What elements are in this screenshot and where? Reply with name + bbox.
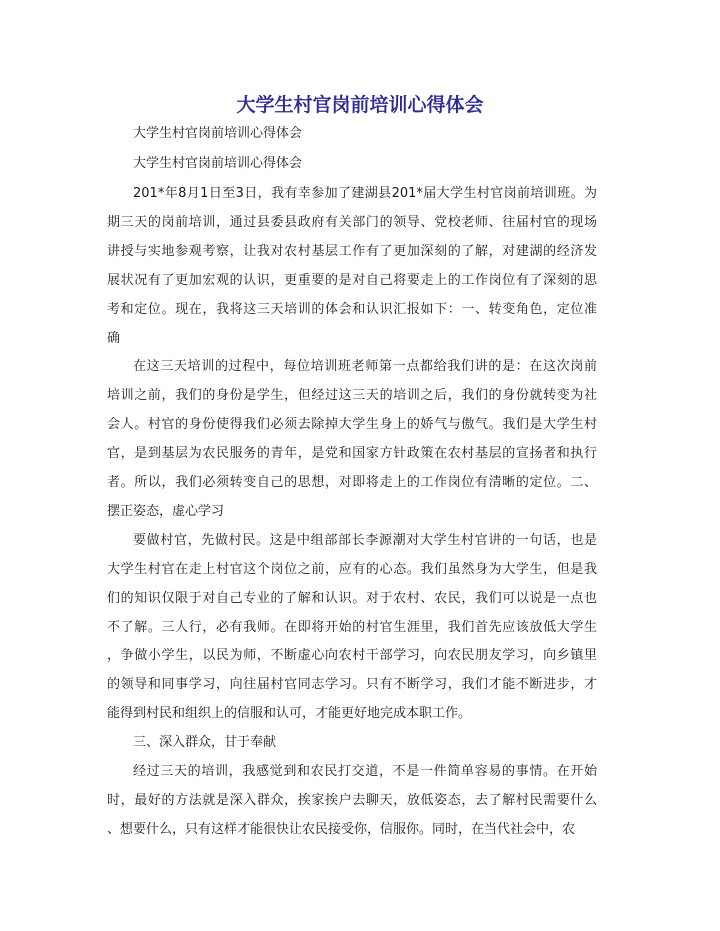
paragraph-line: 们的知识仅限于对自己专业的了解和认识。对于农村、农民，我们可以说是一点也 <box>107 590 597 606</box>
paragraph-line: 培训之前，我们的身份是学生，但经过这三天的培训之后，我们的身份就转变为社 <box>107 388 597 404</box>
paragraph-line: 考和定位。现在，我将这三天培训的体会和认识汇报如下：一、转变角色，定位准 <box>107 301 597 317</box>
subtitle: 大学生村官岗前培训心得体会 <box>133 126 303 141</box>
paragraph-line: 确 <box>107 330 121 346</box>
paragraph-line: 201*年8月1日至3日，我有幸参加了建湖县201*届大学生村官岗前培训班。为 <box>133 186 597 201</box>
paragraph-line: 摆正姿态，虚心学习 <box>107 503 225 519</box>
paragraph-line: 三、深入群众，甘于奉献 <box>133 735 277 751</box>
paragraph-line: 不了解。三人行，必有我师。在即将开始的村官生涯里，我们首先应该放低大学生 <box>107 619 597 635</box>
paragraph-line: ，争做小学生，以民为师，不断虚心向农村干部学习，向农民朋友学习，向乡镇里 <box>107 648 597 664</box>
paragraph-line: 者。所以，我们必须转变自己的思想，对即将走上的工作岗位有清晰的定位。二、 <box>107 475 597 490</box>
subtitle: 大学生村官岗前培训心得体会 <box>133 156 303 171</box>
paragraph-line: 要做村官，先做村民。这是中组部部长李源潮对大学生村官讲的一句话，也是 <box>133 532 597 548</box>
document-title: 大学生村官岗前培训心得体会 <box>236 95 484 116</box>
paragraph-line: 展状况有了更加宏观的认识，更重要的是对自己将要走上的工作岗位有了深刻的思 <box>107 272 597 288</box>
paragraph-line: 官，是到基层为农民服务的青年，是党和国家方针政策在农村基层的宣扬者和执行 <box>107 446 597 462</box>
paragraph-line: 期三天的岗前培训，通过县委县政府有关部门的领导、党校老师、往届村官的现场 <box>107 214 597 230</box>
paragraph-line: 会人。村官的身份使得我们必须去除掉大学生身上的娇气与傲气。我们是大学生村 <box>107 417 597 433</box>
paragraph-line: 在这三天培训的过程中，每位培训班老师第一点都给我们讲的是：在这次岗前 <box>133 359 597 375</box>
paragraph-line: 的领导和同事学习，向往届村官同志学习。只有不断学习，我们才能不断进步，才 <box>107 677 597 693</box>
paragraph-line: 时，最好的方法就是深入群众，挨家挨户去聊天，放低姿态，去了解村民需要什么 <box>107 792 597 808</box>
paragraph-line: 、想要什么，只有这样才能很快让农民接受你，信服你。同时，在当代社会中，农 <box>107 821 576 837</box>
paragraph-line: 经过三天的培训，我感觉到和农民打交道，不是一件简单容易的事情。在开始 <box>133 764 597 779</box>
paragraph-line: 大学生村官在走上村官这个岗位之前，应有的心态。我们虽然身为大学生，但是我 <box>107 561 597 577</box>
paragraph-line: 讲授与实地参观考察，让我对农村基层工作有了更加深刻的了解，对建湖的经济发 <box>107 243 597 259</box>
paragraph-line: 能得到村民和组织上的信服和认可，才能更好地完成本职工作。 <box>107 706 472 722</box>
